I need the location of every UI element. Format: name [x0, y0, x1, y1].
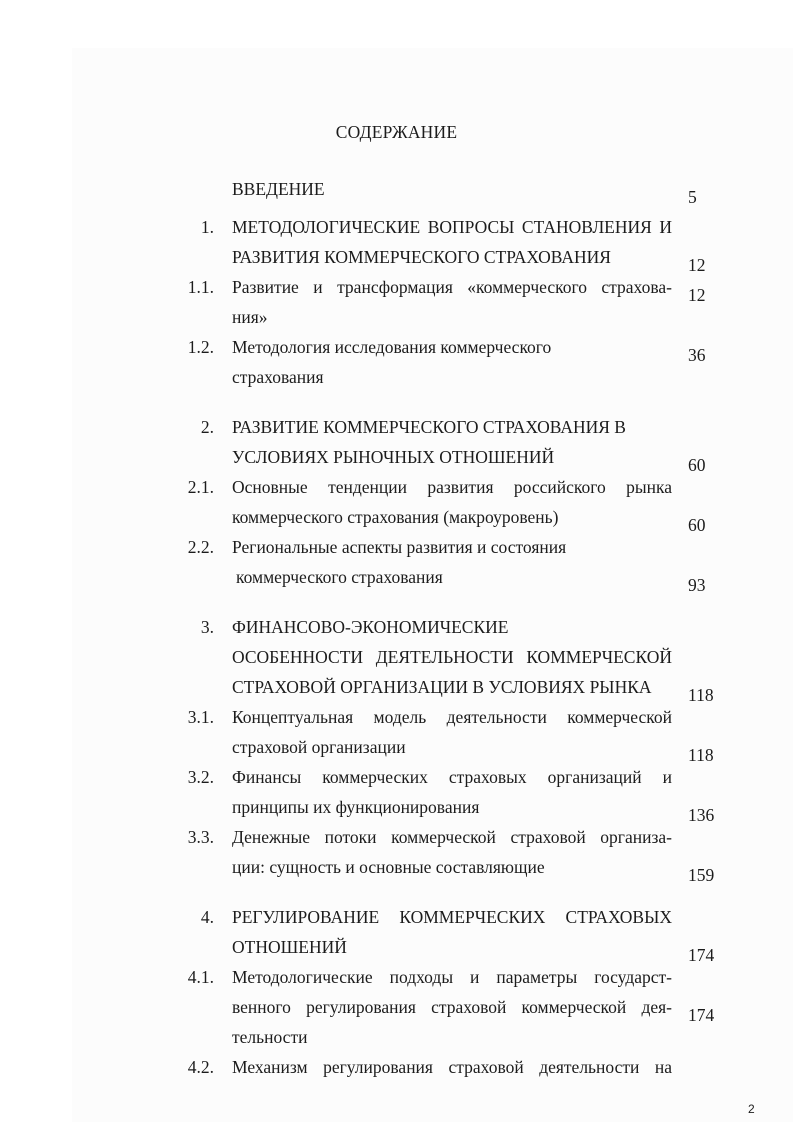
toc-entry-number: 2.2.	[187, 537, 214, 557]
toc-entry-line: Финансы коммерческих страховых организаций и	[232, 767, 672, 787]
toc-entry-number: 4.2.	[187, 1057, 214, 1077]
toc-entry-title	[232, 272, 672, 332]
toc-entry-line: СТРАХОВОЙ ОРГАНИЗАЦИИ В УСЛОВИЯХ РЫНКА	[232, 677, 652, 697]
toc-entry-page: 60	[688, 515, 706, 535]
page-number: 2	[748, 1102, 755, 1116]
toc-entry-line: РЕГУЛИРОВАНИЕ КОММЕРЧЕСКИХ СТРАХОВЫХ	[232, 907, 672, 927]
toc-entry-line: Механизм регулирования страховой деятельности на	[232, 1057, 672, 1077]
toc-entry-number: 2.1.	[187, 477, 214, 497]
toc-entry-line: коммерческого страхования	[236, 567, 443, 587]
toc-entry-number: 1.2.	[187, 337, 214, 357]
toc-entry-number: 1.1.	[187, 277, 214, 297]
toc-entry-title	[232, 174, 672, 204]
toc-entry-number: 3.3.	[187, 827, 214, 847]
toc-entry-title	[232, 412, 672, 472]
toc-entry-line: ОСОБЕННОСТИ ДЕЯТЕЛЬНОСТИ КОММЕРЧЕСКОЙ	[232, 647, 672, 667]
toc-entry-title	[232, 532, 672, 592]
toc-entry-number: 4.1.	[187, 967, 214, 987]
toc-entry-number: 1.	[200, 217, 214, 237]
toc-entry-page: 174	[688, 1005, 715, 1025]
toc-entry-page: 159	[688, 865, 715, 885]
toc-entry-title	[232, 1052, 672, 1082]
toc-entry-number: 2.	[200, 417, 214, 437]
toc-entry-page: 174	[688, 945, 715, 965]
toc-entry-number: 3.	[200, 617, 214, 637]
toc-entry-line: Концептуальная модель деятельности коммерческой	[232, 707, 672, 727]
toc-entry-line: ВВЕДЕНИЕ	[232, 179, 325, 199]
toc-entry-page: 36	[688, 345, 706, 365]
toc-entry-line: принципы их функционирования	[232, 797, 480, 817]
toc-entry-line: МЕТОДОЛОГИЧЕСКИЕ ВОПРОСЫ СТАНОВЛЕНИЯ И	[232, 217, 672, 237]
page-title: СОДЕРЖАНИЕ	[335, 122, 458, 142]
toc-entry-title	[232, 612, 672, 702]
toc-entry-line: коммерческого страхования (макроуровень)	[232, 507, 559, 527]
toc-entry-title	[232, 212, 672, 272]
toc-entry-page: 93	[688, 575, 706, 595]
toc-entry-line: Методология исследования коммерческого	[232, 337, 552, 357]
toc-entry-page: 5	[688, 187, 697, 207]
toc-entry-line: Развитие и трансформация «коммерческого страхова-	[232, 277, 672, 297]
toc-entry-title	[232, 762, 672, 822]
toc-entry-line: Методологические подходы и параметры государст-	[232, 967, 672, 987]
toc-entry-line: страхования	[232, 367, 324, 387]
toc-entry-line: ФИНАНСОВО-ЭКОНОМИЧЕСКИЕ	[232, 617, 509, 637]
toc-entry-page: 136	[688, 805, 715, 825]
toc-entry-line: Региональные аспекты развития и состояния	[232, 537, 567, 557]
toc-entry-line: ОТНОШЕНИЙ	[232, 937, 347, 957]
toc-entry-line: ции: сущность и основные составляющие	[232, 857, 545, 877]
toc-entry-line: тельности	[232, 1027, 308, 1047]
toc-entry-page: 60	[688, 455, 706, 475]
toc-entry-title	[232, 902, 672, 962]
toc-entry-number: 3.2.	[187, 767, 214, 787]
toc-entry-line: РАЗВИТИЕ КОММЕРЧЕСКОГО СТРАХОВАНИЯ В	[232, 417, 626, 437]
toc-entry-title	[232, 332, 672, 392]
toc-entry-number: 3.1.	[187, 707, 214, 727]
toc-entry-line: РАЗВИТИЯ КОММЕРЧЕСКОГО СТРАХОВАНИЯ	[232, 247, 611, 267]
toc-entry-line: ния»	[232, 307, 268, 327]
toc-entry-page: 12	[688, 255, 706, 275]
toc-entry-title	[232, 472, 672, 532]
toc-entry-title	[232, 702, 672, 762]
toc-entry-title	[232, 962, 672, 1052]
toc-entry-page: 118	[688, 745, 714, 765]
toc-entry-line: страховой организации	[232, 737, 406, 757]
toc-entry-line: Основные тенденции развития российского рынка	[232, 477, 672, 497]
toc-entry-title	[232, 822, 672, 882]
toc-entry-line: УСЛОВИЯХ РЫНОЧНЫХ ОТНОШЕНИЙ	[232, 447, 555, 467]
toc-entry-number: 4.	[200, 907, 214, 927]
toc-entry-line: венного регулирования страховой коммерческой дея-	[232, 997, 672, 1017]
toc-entry-page: 12	[688, 285, 706, 305]
toc-entry-page: 118	[688, 685, 714, 705]
toc-entry-line: Денежные потоки коммерческой страховой организа-	[232, 827, 672, 847]
page-left-margin	[0, 0, 72, 1122]
